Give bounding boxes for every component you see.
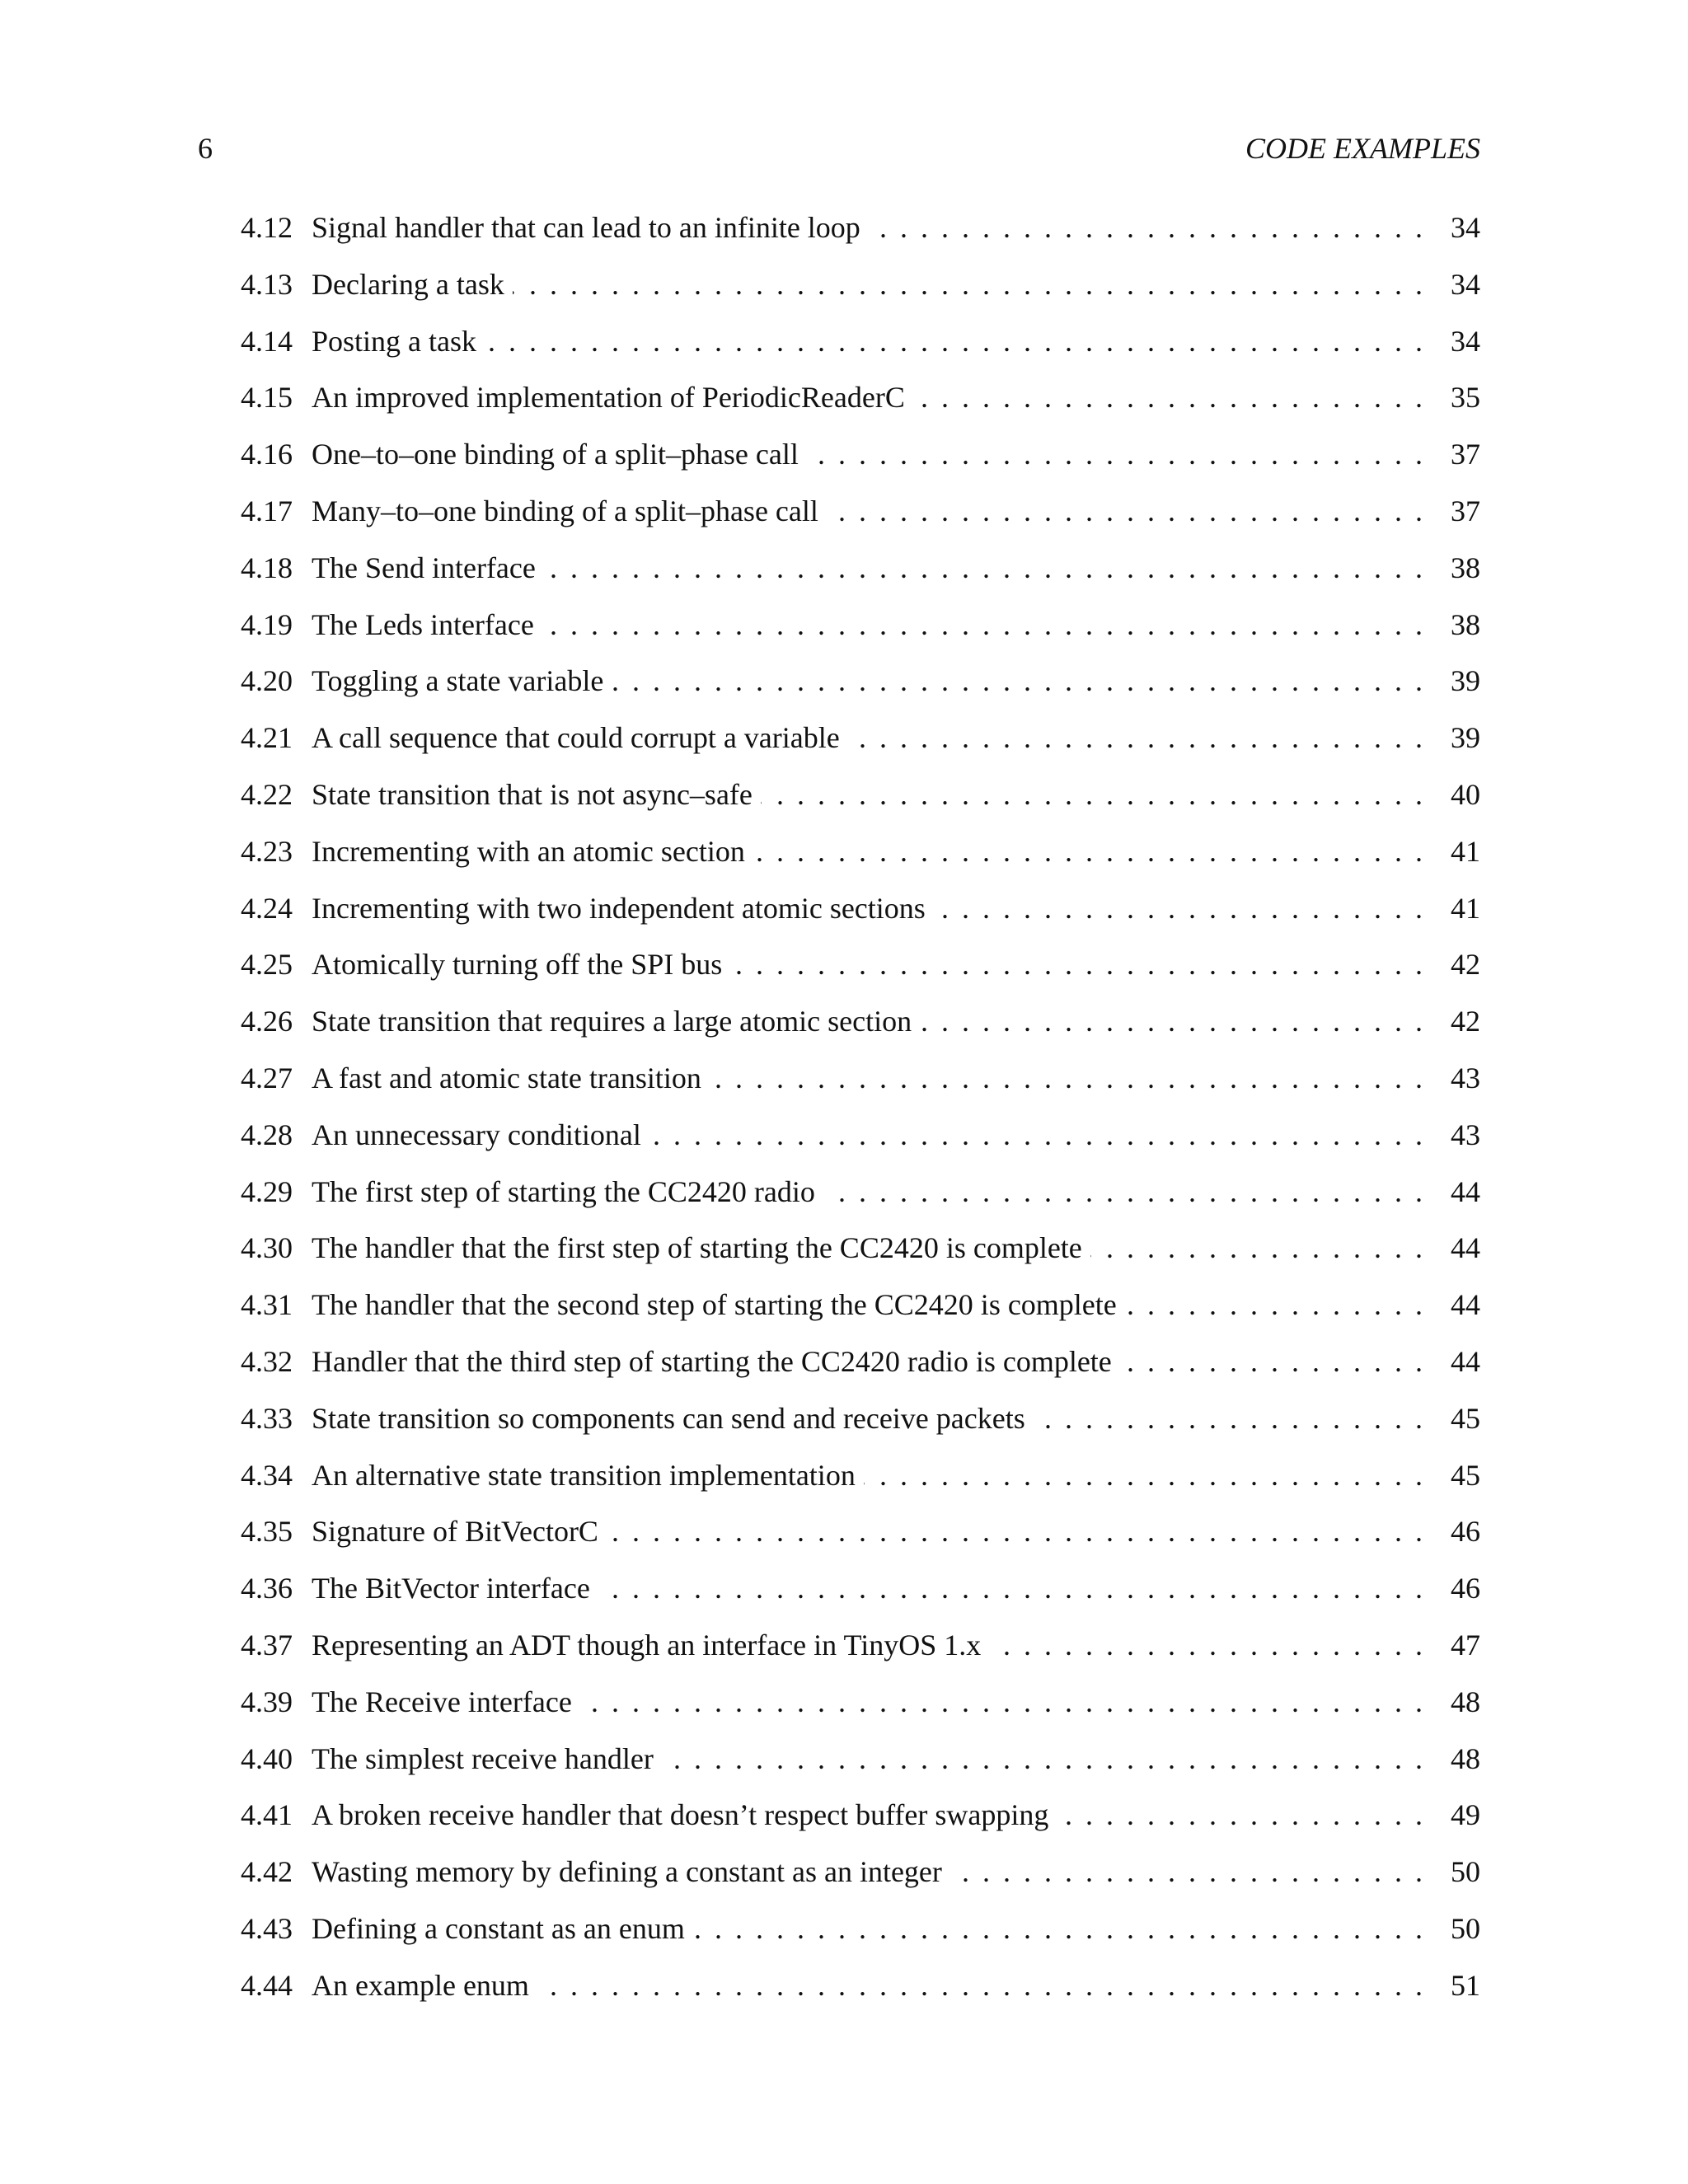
dot-leader	[753, 827, 1423, 876]
toc-entry	[241, 1563, 1480, 1620]
entry-page-number: 34	[1451, 211, 1480, 244]
dot-leader	[950, 1847, 1423, 1896]
entry-page-number: 50	[1451, 1855, 1480, 1889]
entry-title: The simplest receive handler	[312, 1741, 654, 1775]
entry-page-number: 45	[1451, 1458, 1480, 1492]
entry-number: 4.27	[241, 1061, 293, 1094]
entry-page-number: 44	[1451, 1288, 1480, 1322]
toc-entry	[241, 770, 1480, 827]
toc-entry	[241, 1734, 1480, 1791]
entry-page-number: 42	[1451, 1005, 1480, 1038]
entry-title: The handler that the first step of starting the CC2420 is complete	[312, 1231, 1082, 1265]
entry-number: 4.29	[241, 1174, 293, 1208]
toc-entry	[241, 1790, 1480, 1847]
entry-number: 4.24	[241, 891, 293, 925]
entry-title: State transition that requires a large atomic section	[312, 1005, 912, 1038]
entry-page-number: 46	[1451, 1572, 1480, 1605]
entry-page-number: 35	[1451, 381, 1480, 415]
dot-leader	[1090, 1223, 1423, 1272]
toc-entry	[241, 373, 1480, 429]
entry-page-number: 38	[1451, 551, 1480, 584]
entry-number: 4.31	[241, 1288, 293, 1322]
dot-leader	[807, 429, 1423, 479]
dot-leader	[662, 1734, 1423, 1783]
entry-title: An unnecessary conditional	[312, 1118, 641, 1151]
toc-entry	[241, 656, 1480, 713]
toc-entry	[241, 1507, 1480, 1563]
entry-title: A call sequence that could corrupt a variable	[312, 721, 840, 755]
entry-page-number: 46	[1451, 1515, 1480, 1549]
list-of-code-examples	[241, 203, 1480, 2018]
entry-title: Wasting memory by defining a constant as an integer	[312, 1855, 942, 1889]
entry-number: 4.36	[241, 1572, 293, 1605]
entry-title: Handler that the third step of starting the CC2420 radio is complete	[312, 1344, 1112, 1378]
toc-entry	[241, 203, 1480, 260]
dot-leader	[649, 1110, 1423, 1160]
entry-number: 4.13	[241, 267, 293, 301]
entry-title: One–to–one binding of a split–phase call	[312, 438, 799, 471]
entry-title: State transition so components can send and receive packets	[312, 1401, 1025, 1435]
entry-page-number: 51	[1451, 1968, 1480, 2002]
dot-leader	[544, 543, 1423, 593]
dot-leader	[823, 1167, 1423, 1216]
dot-leader	[848, 713, 1423, 762]
dot-leader	[730, 940, 1423, 989]
entry-title: The BitVector interface	[312, 1572, 590, 1605]
entry-title: The Receive interface	[312, 1685, 572, 1718]
entry-page-number: 41	[1451, 891, 1480, 925]
entry-title: Signature of BitVectorC	[312, 1515, 598, 1549]
toc-entry	[241, 827, 1480, 883]
entry-number: 4.43	[241, 1911, 293, 1945]
entry-page-number: 38	[1451, 607, 1480, 641]
entry-number: 4.20	[241, 664, 293, 698]
toc-entry	[241, 1167, 1480, 1224]
entry-title: An example enum	[312, 1968, 529, 2002]
toc-entry	[241, 1847, 1480, 1904]
toc-entry	[241, 1451, 1480, 1507]
entry-title: The Leds interface	[312, 607, 534, 641]
dot-leader	[1034, 1394, 1423, 1443]
entry-page-number: 47	[1451, 1628, 1480, 1661]
entry-title: Defining a constant as an enum	[312, 1911, 685, 1945]
entry-number: 4.23	[241, 834, 293, 868]
entry-title: Many–to–one binding of a split–phase call	[312, 494, 818, 527]
entry-number: 4.19	[241, 607, 293, 641]
entry-page-number: 44	[1451, 1174, 1480, 1208]
entry-number: 4.34	[241, 1458, 293, 1492]
dot-leader	[989, 1620, 1423, 1670]
dot-leader	[485, 316, 1423, 366]
entry-number: 4.41	[241, 1798, 293, 1832]
toc-entry	[241, 1337, 1480, 1394]
dot-leader	[580, 1677, 1423, 1727]
toc-entry	[241, 1677, 1480, 1734]
entry-title: A fast and atomic state transition	[312, 1061, 701, 1094]
entry-title: The handler that the second step of starting the CC2420 is complete	[312, 1288, 1117, 1322]
toc-entry	[241, 1394, 1480, 1451]
dot-leader	[869, 203, 1423, 252]
entry-page-number: 41	[1451, 834, 1480, 868]
toc-entry	[241, 713, 1480, 770]
page-number: 6	[198, 132, 213, 165]
entry-page-number: 48	[1451, 1685, 1480, 1718]
entry-number: 4.12	[241, 211, 293, 244]
toc-entry	[241, 316, 1480, 373]
running-head-title: CODE EXAMPLES	[1245, 132, 1480, 165]
toc-entry	[241, 940, 1480, 996]
entry-title: Posting a task	[312, 324, 477, 358]
dot-leader	[693, 1904, 1423, 1953]
entry-page-number: 50	[1451, 1911, 1480, 1945]
dot-leader	[1057, 1790, 1423, 1840]
entry-number: 4.35	[241, 1515, 293, 1549]
entry-number: 4.37	[241, 1628, 293, 1661]
entry-title: A broken receive handler that doesn’t respect buffer swapping	[312, 1798, 1049, 1832]
dot-leader	[542, 600, 1423, 649]
dot-leader	[710, 1053, 1423, 1103]
entry-number: 4.26	[241, 1005, 293, 1038]
dot-leader	[612, 656, 1423, 705]
entry-page-number: 34	[1451, 267, 1480, 301]
entry-title: The first step of starting the CC2420 radio	[312, 1174, 815, 1208]
page-header	[198, 124, 1480, 173]
entry-title: Incrementing with an atomic section	[312, 834, 745, 868]
entry-title: The Send interface	[312, 551, 536, 584]
entry-title: An improved implementation of PeriodicReaderC	[312, 381, 905, 415]
entry-page-number: 40	[1451, 777, 1480, 811]
toc-entry	[241, 260, 1480, 316]
entry-title: Toggling a state variable	[312, 664, 604, 698]
entry-number: 4.30	[241, 1231, 293, 1265]
entry-number: 4.39	[241, 1685, 293, 1718]
toc-entry	[241, 883, 1480, 940]
toc-entry	[241, 1053, 1480, 1110]
dot-leader	[913, 373, 1423, 422]
dot-leader	[934, 883, 1423, 933]
toc-entry	[241, 1110, 1480, 1167]
entry-page-number: 43	[1451, 1118, 1480, 1151]
dot-leader	[1120, 1337, 1423, 1386]
dot-leader	[607, 1507, 1423, 1556]
entry-number: 4.28	[241, 1118, 293, 1151]
entry-number: 4.15	[241, 381, 293, 415]
entry-number: 4.14	[241, 324, 293, 358]
entry-number: 4.40	[241, 1741, 293, 1775]
entry-title: Signal handler that can lead to an infinite loop	[312, 211, 860, 244]
dot-leader	[761, 770, 1423, 819]
entry-page-number: 39	[1451, 664, 1480, 698]
toc-entry	[241, 429, 1480, 486]
dot-leader	[1125, 1280, 1423, 1329]
entry-number: 4.33	[241, 1401, 293, 1435]
entry-page-number: 39	[1451, 721, 1480, 755]
entry-page-number: 49	[1451, 1798, 1480, 1832]
entry-page-number: 37	[1451, 494, 1480, 527]
entry-number: 4.32	[241, 1344, 293, 1378]
entry-page-number: 45	[1451, 1401, 1480, 1435]
dot-leader	[513, 260, 1423, 309]
entry-page-number: 48	[1451, 1741, 1480, 1775]
dot-leader	[537, 1961, 1423, 2010]
toc-entry	[241, 600, 1480, 657]
entry-number: 4.17	[241, 494, 293, 527]
entry-title: An alternative state transition implementation	[312, 1458, 856, 1492]
toc-entry	[241, 1904, 1480, 1961]
entry-number: 4.22	[241, 777, 293, 811]
entry-title: Incrementing with two independent atomic sections	[312, 891, 926, 925]
dot-leader	[920, 996, 1423, 1046]
entry-title: Representing an ADT though an interface in TinyOS 1.x	[312, 1628, 982, 1661]
toc-entry	[241, 1620, 1480, 1677]
entry-page-number: 44	[1451, 1231, 1480, 1265]
entry-number: 4.18	[241, 551, 293, 584]
entry-title: State transition that is not async–safe	[312, 777, 753, 811]
dot-leader	[864, 1451, 1423, 1500]
entry-number: 4.16	[241, 438, 293, 471]
dot-leader	[598, 1563, 1423, 1613]
entry-page-number: 34	[1451, 324, 1480, 358]
entry-title: Atomically turning off the SPI bus	[312, 948, 723, 982]
entry-number: 4.42	[241, 1855, 293, 1889]
toc-entry	[241, 1280, 1480, 1337]
entry-number: 4.44	[241, 1968, 293, 2002]
dot-leader	[827, 486, 1423, 536]
entry-page-number: 43	[1451, 1061, 1480, 1094]
toc-entry	[241, 486, 1480, 543]
toc-entry	[241, 996, 1480, 1053]
toc-entry	[241, 543, 1480, 600]
entry-page-number: 42	[1451, 948, 1480, 982]
entry-number: 4.25	[241, 948, 293, 982]
entry-title: Declaring a task	[312, 267, 504, 301]
entry-page-number: 44	[1451, 1344, 1480, 1378]
entry-page-number: 37	[1451, 438, 1480, 471]
toc-entry	[241, 1223, 1480, 1280]
toc-entry	[241, 1961, 1480, 2018]
entry-number: 4.21	[241, 721, 293, 755]
